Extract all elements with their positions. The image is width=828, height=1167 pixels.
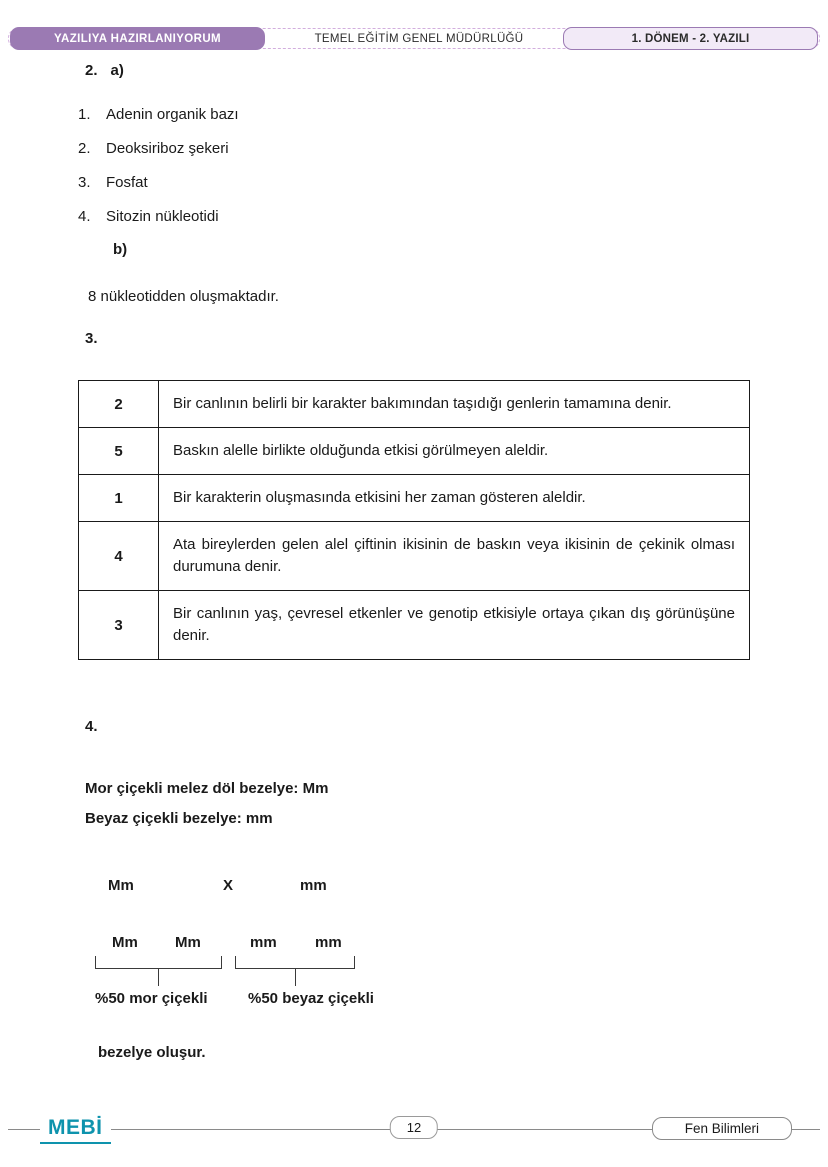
list-item-text: Fosfat — [106, 174, 148, 191]
right-group-bracket — [235, 956, 355, 969]
list-item — [78, 207, 750, 227]
offspring-genotype: mm — [315, 934, 342, 951]
result-left-label: %50 mor çiçekli — [95, 990, 208, 1007]
list-item-number: 3. — [78, 174, 91, 191]
offspring-genotype: Mm — [175, 934, 201, 951]
list-item-text: Sitozin nükleotidi — [106, 208, 219, 225]
question-4-line-2: Beyaz çiçekli bezelye: mm — [85, 810, 273, 827]
definition-cell: Baskın alelle birlikte olduğunda etkisi görülmeyen aleldir. — [159, 428, 750, 475]
answer-number-cell: 3 — [79, 591, 159, 660]
list-item-number: 1. — [78, 106, 91, 123]
offspring-genotype: mm — [250, 934, 277, 951]
result-right-label: %50 beyaz çiçekli — [248, 990, 374, 1007]
list-item-text: Deoksiriboz şekeri — [106, 140, 229, 157]
question-2-heading — [85, 62, 750, 79]
left-group-bracket — [95, 956, 222, 969]
definition-cell: Bir karakterin oluşmasında etkisini her zaman gösteren aleldir. — [159, 475, 750, 522]
definition-cell: Bir canlının belirli bir karakter bakımından taşıdığı genlerin tamamına denir. — [159, 381, 750, 428]
right-bracket-stem — [295, 969, 296, 986]
table-row — [79, 522, 750, 591]
header-right-badge: 1. DÖNEM - 2. YAZILI — [563, 27, 818, 50]
question-2-number: 2. — [85, 62, 98, 79]
question-2a-answer-list — [78, 105, 750, 227]
page-footer — [0, 1110, 828, 1155]
list-item — [78, 105, 750, 125]
answer-content — [78, 62, 750, 1077]
result-tail-label: bezelye oluşur. — [98, 1044, 206, 1061]
list-item — [78, 139, 750, 159]
left-bracket-stem — [158, 969, 159, 986]
subject-badge: Fen Bilimleri — [652, 1117, 792, 1140]
parent-genotype-1: Mm — [108, 877, 134, 894]
matching-table — [78, 380, 750, 660]
question-4-line-1: Mor çiçekli melez döl bezelye: Mm — [85, 780, 329, 797]
parent-genotype-2: mm — [300, 877, 327, 894]
table-row — [79, 591, 750, 660]
table-row — [79, 475, 750, 522]
header-center-title: TEMEL EĞİTİM GENEL MÜDÜRLÜĞÜ — [314, 32, 524, 45]
question-2-part-a: a) — [110, 62, 124, 79]
answer-number-cell: 5 — [79, 428, 159, 475]
header-left-badge: YAZILIYA HAZIRLANIYORUM — [10, 27, 265, 50]
list-item — [78, 173, 750, 193]
list-item-number: 2. — [78, 140, 91, 157]
question-4-number: 4. — [85, 718, 98, 735]
table-row — [79, 381, 750, 428]
question-2b-answer: 8 nükleotidden oluşmaktadır. — [88, 288, 279, 305]
page-header — [8, 27, 820, 50]
question-3-number: 3. — [85, 330, 98, 347]
answer-number-cell: 4 — [79, 522, 159, 591]
offspring-genotype: Mm — [112, 934, 138, 951]
answer-number-cell: 2 — [79, 381, 159, 428]
question-2-part-b: b) — [113, 241, 128, 258]
genetic-cross-diagram — [85, 872, 750, 1077]
answer-number-cell: 1 — [79, 475, 159, 522]
cross-symbol: X — [223, 877, 234, 894]
page-number-badge: 12 — [390, 1116, 438, 1139]
mebi-logo: MEBİ — [40, 1114, 111, 1144]
list-item-text: Adenin organik bazı — [106, 106, 239, 123]
table-row — [79, 428, 750, 475]
list-item-number: 4. — [78, 208, 91, 225]
definition-cell: Ata bireylerden gelen alel çiftinin ikisinin de baskın veya ikisinin de çekinik olması durumuna denir. — [159, 522, 750, 591]
definition-cell: Bir canlının yaş, çevresel etkenler ve genotip etkisiyle ortaya çıkan dış görünüşüne denir. — [159, 591, 750, 660]
